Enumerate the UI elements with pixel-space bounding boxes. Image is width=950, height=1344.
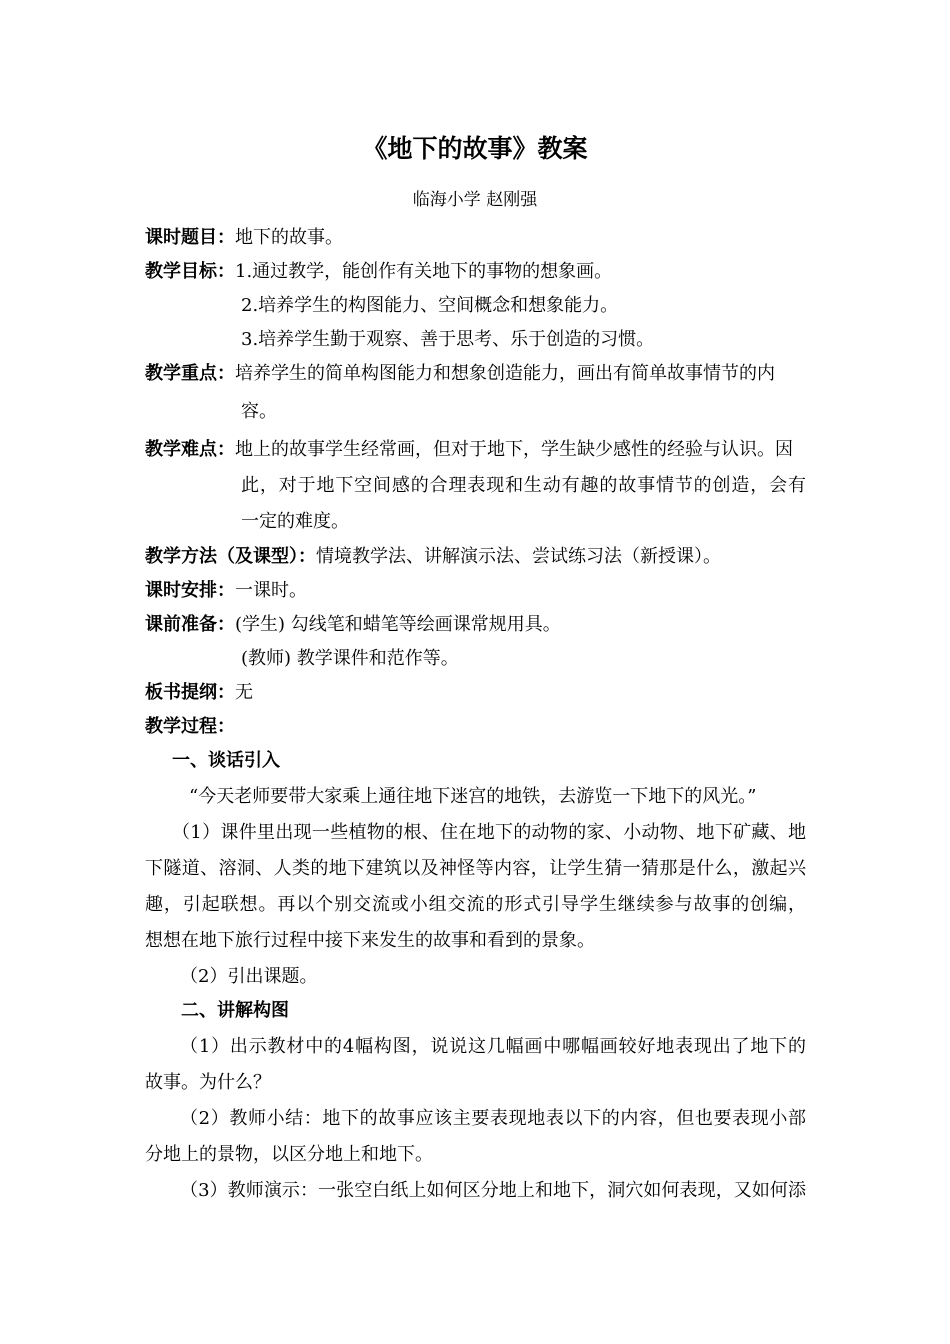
paragraph-line: （2）教师小结：地下的故事应该主要表现地表以下的内容，但也要表现小部: [180, 1108, 806, 1129]
document-title: 《地下的故事》教案: [362, 134, 588, 163]
prep-label: 课前准备：: [145, 614, 235, 635]
section-heading: 一、谈话引入: [172, 750, 280, 771]
prep-item: (学生) 勾线笔和蜡笔等绘画课常规用具。: [235, 614, 561, 635]
schedule-text: 一课时。: [235, 580, 307, 601]
topic-text: 地下的故事。: [235, 227, 343, 248]
key-points-line: 培养学生的简单构图能力和想象创造能力，画出有简单故事情节的内: [235, 363, 775, 384]
prep-item: (教师) 教学课件和范作等。: [241, 648, 459, 669]
difficulties-line: 一定的难度。: [241, 511, 349, 532]
process-label: 教学过程：: [145, 716, 235, 737]
schedule-label: 课时安排：: [145, 580, 235, 601]
goal-item: 3.培养学生勤于观察、善于思考、乐于创造的习惯。: [241, 329, 655, 350]
topic-label: 课时题目：: [145, 227, 235, 248]
goal-item: 1.通过教学，能创作有关地下的事物的想象画。: [235, 261, 613, 282]
paragraph-line: （1）出示教材中的4幅构图，说说这几幅画中哪幅画较好地表现出了地下的: [180, 1036, 806, 1057]
key-points-label: 教学重点：: [145, 363, 235, 384]
method-text: 情境教学法、讲解演示法、尝试练习法（新授课）。: [316, 546, 721, 567]
goals-row: [145, 258, 612, 286]
board-row: [145, 679, 253, 707]
prep-row: [145, 611, 561, 639]
method-label: 教学方法（及课型）：: [145, 546, 316, 567]
paragraph-line: （1）课件里出现一些植物的根、住在地下的动物的家、小动物、地下矿藏、地: [172, 822, 806, 843]
intro-quote: “今天老师要带大家乘上通往地下迷宫的地铁，去游览一下地下的风光。”: [189, 786, 757, 807]
difficulties-line: 地上的故事学生经常画，但对于地下，学生缺少感性的经验与认识。因: [235, 439, 793, 460]
key-points-row: [145, 360, 775, 388]
difficulties-row: [145, 436, 793, 464]
paragraph-line: 想想在地下旅行过程中接下来发生的故事和看到的景象。: [145, 930, 595, 951]
author-line: 临海小学 赵刚强: [412, 190, 538, 210]
paragraph-line: 下隧道、溶洞、人类的地下建筑以及神怪等内容，让学生猜一猜那是什么，激起兴: [145, 858, 806, 879]
paragraph-line: （3）教师演示：一张空白纸上如何区分地上和地下，洞穴如何表现，又如何添: [180, 1180, 806, 1201]
difficulties-line: 此，对于地下空间感的合理表现和生动有趣的故事情节的创造，会有: [241, 475, 806, 496]
paragraph-line: 分地上的景物，以区分地上和地下。: [145, 1144, 433, 1165]
key-points-line: 容。: [241, 401, 277, 422]
difficulties-label: 教学难点：: [145, 439, 235, 460]
goals-label: 教学目标：: [145, 261, 235, 282]
paragraph-line: 故事。为什么？: [145, 1072, 271, 1093]
topic-row: [145, 224, 343, 252]
section-heading: 二、讲解构图: [181, 1000, 289, 1021]
board-text: 无: [235, 682, 253, 703]
schedule-row: [145, 577, 307, 605]
board-label: 板书提纲：: [145, 682, 235, 703]
paragraph-line: 趣，引起联想。再以个别交流或小组交流的形式引导学生继续参与故事的创编，: [145, 894, 806, 915]
method-row: [145, 543, 721, 571]
goal-item: 2.培养学生的构图能力、空间概念和想象能力。: [241, 295, 619, 316]
paragraph-line: （2）引出课题。: [180, 966, 318, 987]
